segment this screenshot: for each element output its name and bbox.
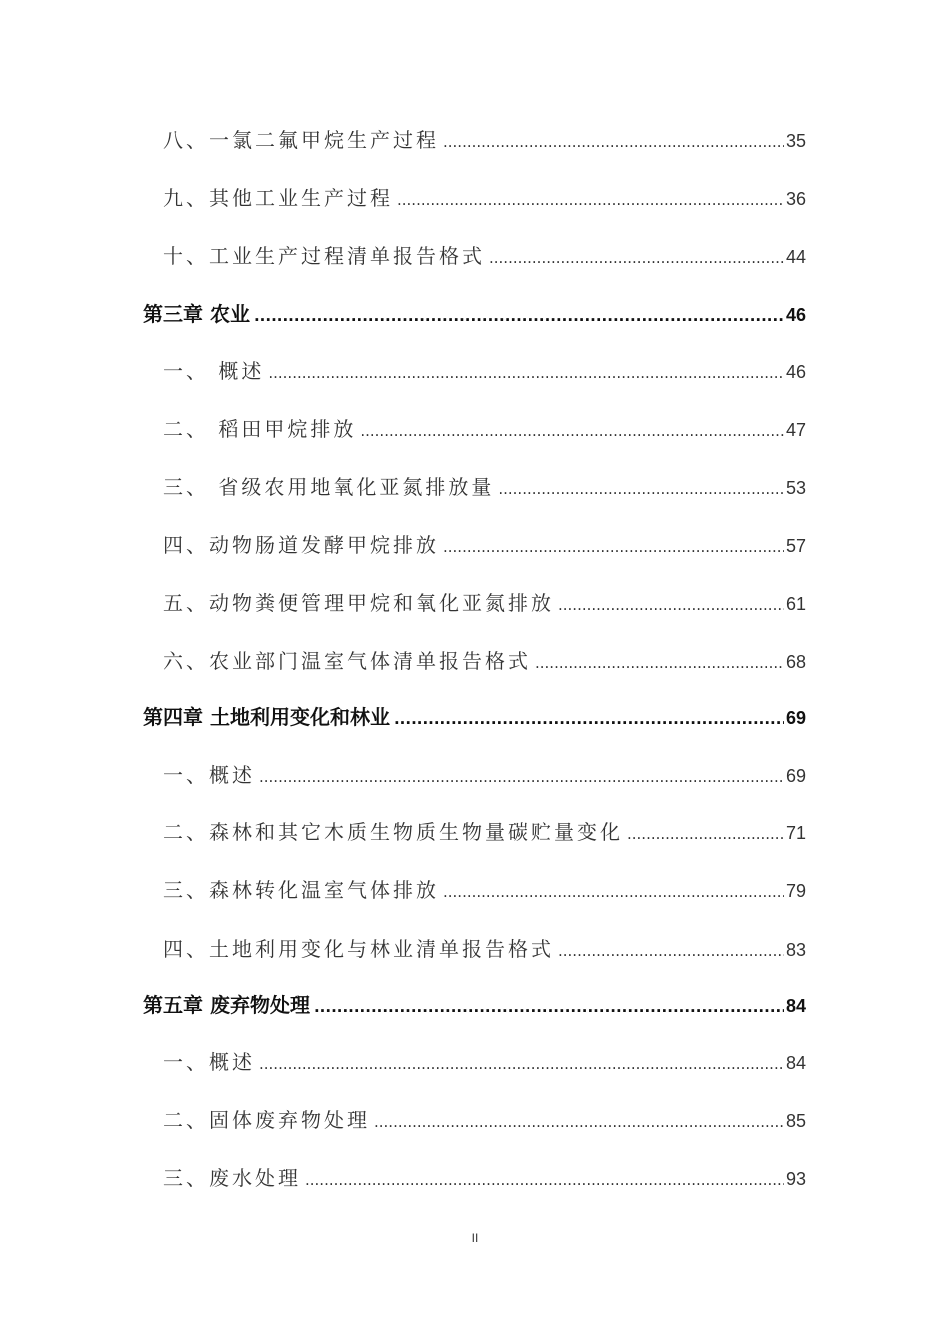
toc-leader-dots [314, 998, 784, 1016]
toc-entry[interactable] [163, 240, 806, 269]
toc-entry-page: 69 [785, 766, 806, 786]
toc-entry[interactable] [163, 874, 806, 903]
toc-entry-title: 六、农业部门温室气体清单报告格式 [163, 649, 531, 673]
toc-leader-dots [558, 596, 784, 614]
toc-entry[interactable] [163, 933, 806, 962]
toc-entry-page: 93 [785, 1169, 806, 1189]
toc-leader-dots [443, 133, 784, 151]
toc-entry-title: 第五章 废弃物处理 [143, 993, 310, 1017]
toc-entry[interactable] [163, 759, 806, 788]
toc-entry[interactable] [163, 355, 806, 384]
toc-leader-dots [374, 1113, 784, 1131]
toc-leader-dots [259, 768, 784, 786]
toc-entry-page: 84 [785, 1053, 806, 1073]
toc-entry-title: 第三章 农业 [143, 302, 250, 326]
toc-entry-page: 57 [785, 536, 806, 556]
toc-entry-page: 79 [785, 881, 806, 901]
toc-entry-title: 一、概述 [163, 763, 255, 787]
toc-entry-title: 一、概述 [163, 1050, 255, 1074]
toc-entry-page: 53 [785, 478, 806, 498]
toc-entry-title: 九、其他工业生产过程 [163, 186, 393, 210]
page-number-footer: II [471, 1231, 479, 1245]
toc-entry-title: 三、 省级农用地氧化亚氮排放量 [163, 475, 495, 499]
toc-entry[interactable] [163, 645, 806, 674]
toc-entry-title: 二、森林和其它木质生物质生物量碳贮量变化 [163, 820, 623, 844]
toc-leader-dots [443, 883, 784, 901]
toc-leader-dots [305, 1171, 784, 1189]
toc-leader-dots [489, 249, 784, 267]
toc-entry-title: 三、森林转化温室气体排放 [163, 878, 439, 902]
toc-chapter-entry[interactable] [143, 989, 806, 1018]
toc-entry-page: 35 [785, 131, 806, 151]
toc-leader-dots [498, 480, 784, 498]
toc-entry-page: 85 [785, 1111, 806, 1131]
toc-leader-dots [394, 710, 784, 728]
toc-entry-page: 47 [785, 420, 806, 440]
toc-entry[interactable] [163, 529, 806, 558]
toc-leader-dots [268, 364, 784, 382]
toc-entry-title: 五、动物粪便管理甲烷和氧化亚氮排放 [163, 591, 554, 615]
toc-entry[interactable] [163, 1162, 806, 1191]
toc-leader-dots [254, 307, 784, 325]
toc-chapter-entry[interactable] [143, 298, 806, 327]
toc-entry-page: 69 [785, 708, 806, 728]
toc-entry-page: 61 [785, 594, 806, 614]
toc-entry-title: 十、工业生产过程清单报告格式 [163, 244, 485, 268]
toc-entry-page: 44 [785, 247, 806, 267]
toc-entry-page: 68 [785, 652, 806, 672]
toc-leader-dots [535, 654, 784, 672]
toc-entry-title: 四、土地利用变化与林业清单报告格式 [163, 937, 554, 961]
toc-leader-dots [443, 538, 784, 556]
toc-leader-dots [627, 825, 784, 843]
toc-entry-page: 71 [785, 823, 806, 843]
toc-entry[interactable] [163, 1046, 806, 1075]
toc-leader-dots [397, 191, 784, 209]
toc-entry-title: 一、 概述 [163, 359, 265, 383]
toc-entry-page: 83 [785, 940, 806, 960]
toc-entry-page: 84 [785, 996, 806, 1016]
toc-entry-title: 二、 稻田甲烷排放 [163, 417, 357, 441]
toc-entry-title: 二、固体废弃物处理 [163, 1108, 370, 1132]
toc-entry-title: 四、动物肠道发酵甲烷排放 [163, 533, 439, 557]
toc-entry-page: 46 [785, 305, 806, 325]
toc-entry[interactable] [163, 1104, 806, 1133]
toc-entry-title: 八、一氯二氟甲烷生产过程 [163, 128, 439, 152]
toc-entry-title: 第四章 土地利用变化和林业 [143, 705, 390, 729]
toc-entry[interactable] [163, 124, 806, 153]
toc-leader-dots [360, 422, 784, 440]
toc-entry-title: 三、废水处理 [163, 1166, 301, 1190]
toc-entry-page: 36 [785, 189, 806, 209]
toc-leader-dots [558, 942, 784, 960]
toc-entry[interactable] [163, 816, 806, 845]
toc-chapter-entry[interactable] [143, 701, 806, 730]
toc-entry[interactable] [163, 587, 806, 616]
toc-entry[interactable] [163, 413, 806, 442]
toc-entry[interactable] [163, 471, 806, 500]
toc-leader-dots [259, 1055, 784, 1073]
toc-entry[interactable] [163, 182, 806, 211]
toc-entry-page: 46 [785, 362, 806, 382]
